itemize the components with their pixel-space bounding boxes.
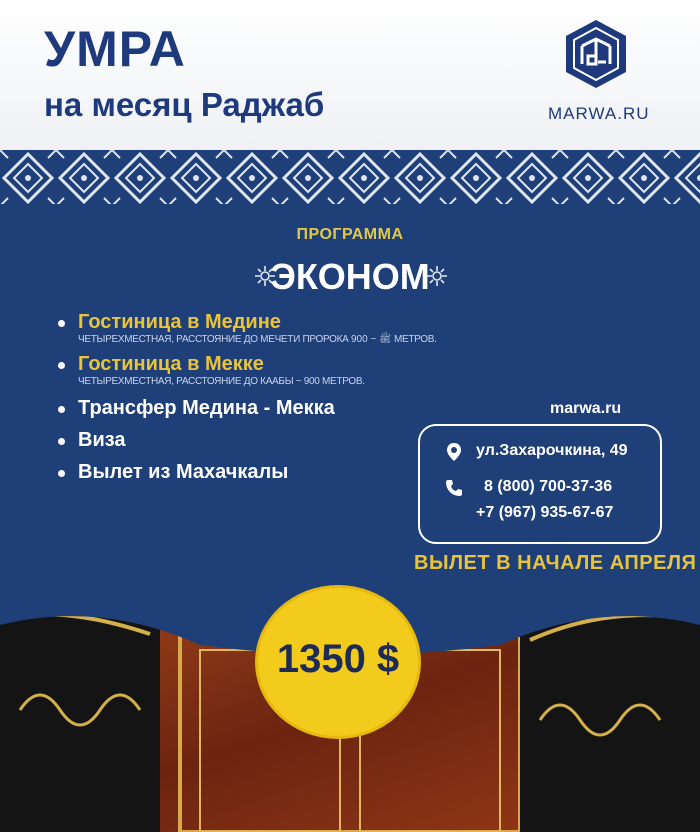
site-link[interactable]: marwa.ru — [550, 400, 622, 417]
list-item — [58, 310, 538, 346]
page-subtitle: на месяц Раджаб — [44, 86, 325, 123]
program-label: ПРОГРАММА — [296, 226, 404, 243]
phone-primary[interactable]: 8 (800) 700-37-36 — [484, 478, 613, 495]
departure-note: ВЫЛЕТ В НАЧАЛЕ АПРЕЛЯ — [414, 552, 697, 574]
program-name: ЭКОНОМ — [270, 256, 430, 297]
flower-ornament-icon — [426, 265, 448, 287]
location-pin-icon — [444, 442, 464, 462]
site-link-top[interactable]: MARWA.RU — [548, 104, 650, 123]
phone-secondary[interactable]: +7 (967) 935-67-67 — [476, 504, 614, 521]
price-value: 1350 $ — [276, 637, 400, 681]
feature-title: Вылет из Махачкалы — [78, 461, 289, 483]
phone-icon — [444, 478, 464, 498]
ornament-border — [0, 150, 700, 206]
page-title: УМРА — [44, 21, 186, 77]
feature-detail: ЧЕТЫРЕХМЕСТНАЯ, РАССТОЯНИЕ ДО КААБЫ ~ 900 МЕТРОВ. — [78, 376, 365, 387]
list-item — [58, 396, 538, 420]
marwa-cube-logo-icon — [560, 18, 632, 90]
feature-title: Гостиница в Мекке — [78, 353, 264, 375]
feature-title: Трансфер Медина - Мекка — [78, 397, 335, 419]
list-item — [58, 352, 538, 388]
price-badge — [258, 588, 418, 736]
feature-detail: ЧЕТЫРЕХМЕСТНАЯ, РАССТОЯНИЕ ДО МЕЧЕТИ ПРОРОКА ﷺ ~ 900 МЕТРОВ. — [78, 334, 437, 345]
feature-title: Гостиница в Медине — [78, 311, 281, 333]
address: ул.Захарочкина, 49 — [476, 442, 628, 459]
contact-box — [418, 424, 662, 544]
feature-title: Виза — [78, 429, 126, 451]
